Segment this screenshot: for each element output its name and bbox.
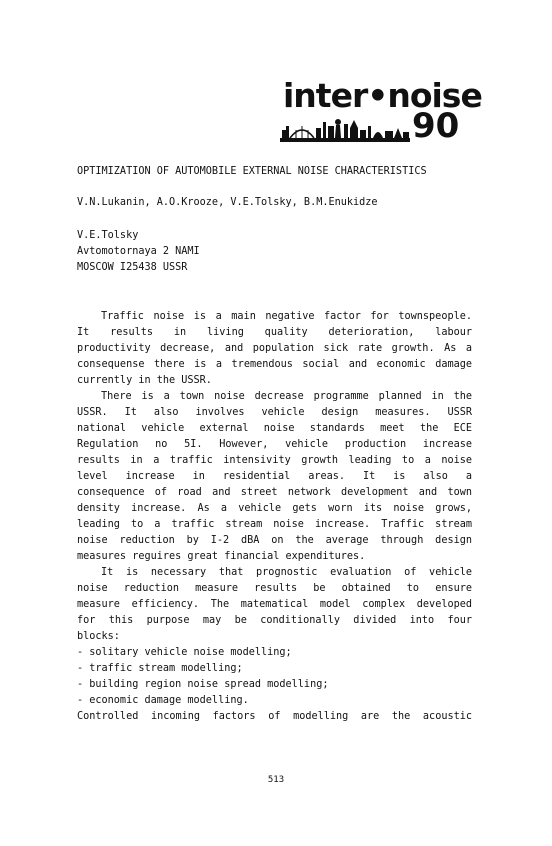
body-line: It is necessary that prognostic evaluation of vehicle [101, 567, 472, 578]
page-number: 513 [267, 775, 285, 785]
body-line: There is a town noise decrease programme planned in the [101, 391, 472, 402]
body-line: Regulation no 5I. However, vehicle production increase [77, 439, 472, 450]
body-line: Controlled incoming factors of modelling are the acoustic [77, 711, 472, 722]
body-line: Traffic noise is a main negative factor for townspeople. [101, 311, 472, 322]
body-line: It results in living quality deterioration, labour [77, 327, 472, 338]
address-line: V.E.Tolsky [77, 230, 139, 241]
body-line: for this purpose may be conditionally divided into four [77, 615, 472, 626]
conference-logo [280, 76, 482, 146]
paper-title: OPTIMIZATION OF AUTOMOBILE EXTERNAL NOISE CHARACTERISTICS [77, 166, 427, 177]
author-list: V.N.Lukanin, A.O.Krooze, V.E.Tolsky, B.M.Enukidze [77, 197, 378, 208]
list-item: - building region noise spread modelling; [77, 679, 329, 690]
body-line: USSR. It also involves vehicle design measures. USSR [77, 407, 472, 418]
address-line: MOSCOW I25438 USSR [77, 262, 188, 273]
body-line: noise reduction measure results be obtained to ensure [77, 583, 472, 594]
body-line: results in a traffic intensivity growth leading to a noise [77, 455, 472, 466]
body-line: productivity decrease, and population sick rate growth. As a [77, 343, 472, 354]
body-line: consequense there is a tremendous social and economic damage [77, 359, 472, 370]
address-line: Avtomotornaya 2 NAMI [77, 246, 200, 257]
body-line: national vehicle external noise standards meet the ECE [77, 423, 472, 434]
body-line: density increase. As a vehicle gets worn its noise grows, [77, 503, 472, 514]
body-line: consequence of road and street network development and town [77, 487, 472, 498]
body-line: currently in the USSR. [77, 375, 212, 386]
logo-year: 90 [412, 106, 460, 146]
body-line: noise reduction by I-2 dBA on the average through design [77, 535, 472, 546]
body-line: measures reguires great financial expenditures. [77, 551, 366, 562]
list-item: - economic damage modelling. [77, 695, 249, 706]
body-line: blocks: [77, 631, 120, 642]
body-line: measure efficiency. The matematical model complex developed [77, 599, 472, 610]
list-item: - traffic stream modelling; [77, 663, 243, 674]
city-skyline-icon [280, 116, 410, 142]
logo-wordmark: inter•noise [283, 76, 482, 115]
body-line: level increase in residential areas. It is also a [77, 471, 472, 482]
list-item: - solitary vehicle noise modelling; [77, 647, 292, 658]
body-line: leading to a traffic stream noise increase. Traffic stream [77, 519, 472, 530]
